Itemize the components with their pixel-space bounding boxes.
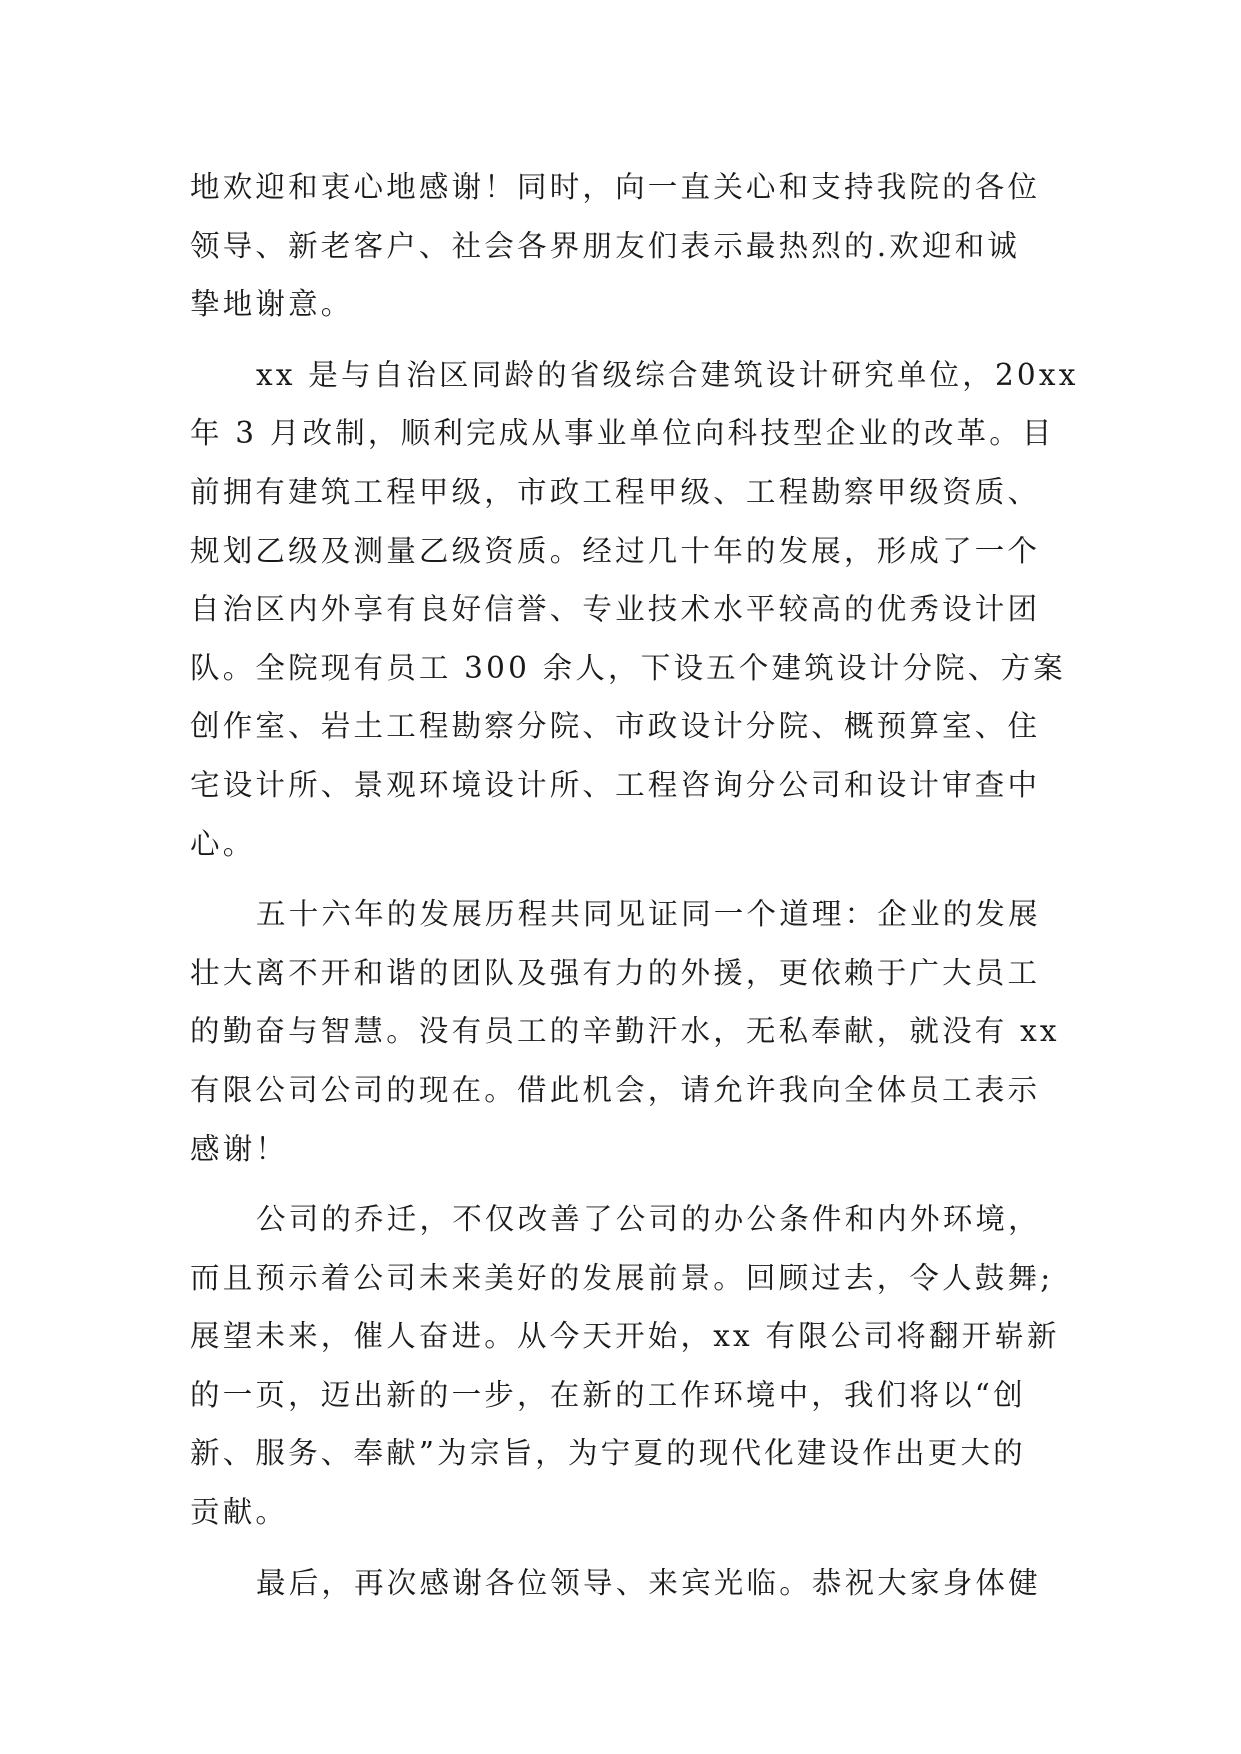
paragraph-4 <box>190 1190 1060 1542</box>
text-line: 最后，再次感谢各位领导、来宾光临。恭祝大家身体健 <box>256 1565 1041 1600</box>
text-line: 有限公司公司的现在。借此机会，请允许我向全体员工表示 <box>190 1072 1041 1107</box>
text-line: 规划乙级及测量乙级资质。经过几十年的发展，形成了一个 <box>190 533 1041 568</box>
text-line: 感谢！ <box>190 1131 289 1166</box>
paragraph-5 <box>190 1554 1050 1613</box>
document-body <box>190 158 1079 1612</box>
text-line: 领导、新老客户、社会各界朋友们表示最热烈的.欢迎和诚 <box>190 228 1021 263</box>
text-line: 贡献。 <box>190 1495 289 1530</box>
text-line: 壮大离不开和谐的团队及强有力的外援，更依赖于广大员工 <box>190 955 1041 990</box>
paragraph-1 <box>190 158 1050 334</box>
text-line: 五十六年的发展历程共同见证同一个道理：企业的发展 <box>256 897 1041 932</box>
text-line: 自治区内外享有良好信誉、专业技术水平较高的优秀设计团 <box>190 592 1041 627</box>
paragraph-3 <box>190 885 1060 1178</box>
text-line: 心。 <box>190 826 256 861</box>
text-line: 挚地谢意。 <box>190 287 354 322</box>
paragraph-2 <box>190 346 1079 873</box>
text-line: 的一页，迈出新的一步，在新的工作环境中，我们将以“创 <box>190 1377 1026 1412</box>
paragraph-gap <box>190 873 1050 885</box>
text-line: 队。全院现有员工 300 余人，下设五个建筑设计分院、方案 <box>190 650 1066 685</box>
text-line: 宅设计所、景观环境设计所、工程咨询分公司和设计审查中 <box>190 767 1041 802</box>
text-line: 年 3 月改制，顺利完成从事业单位向科技型企业的改革。目 <box>190 416 1055 451</box>
text-line: 展望未来，催人奋进。从今天开始，xx 有限公司将翻开崭新 <box>190 1319 1060 1354</box>
text-line: 创作室、岩土工程勘察分院、市政设计分院、概预算室、住 <box>190 709 1041 744</box>
paragraph-gap <box>190 1178 1050 1190</box>
paragraph-gap <box>190 334 1050 346</box>
text-line: 新、服务、奉献”为宗旨，为宁夏的现代化建设作出更大的 <box>190 1436 1026 1471</box>
paragraph-gap <box>190 1542 1050 1554</box>
text-line: 而且预示着公司未来美好的发展前景。回顾过去，令人鼓舞; <box>190 1260 1054 1295</box>
text-line: 的勤奋与智慧。没有员工的辛勤汗水，无私奉献，就没有 xx <box>190 1014 1060 1049</box>
text-line: 公司的乔迁，不仅改善了公司的办公条件和内外环境， <box>256 1202 1041 1237</box>
text-line: xx 是与自治区同龄的省级综合建筑设计研究单位，20xx <box>256 357 1079 392</box>
text-line: 地欢迎和衷心地感谢！同时，向一直关心和支持我院的各位 <box>190 170 1041 204</box>
text-line: 前拥有建筑工程甲级，市政工程甲级、工程勘察甲级资质、 <box>190 474 1041 509</box>
